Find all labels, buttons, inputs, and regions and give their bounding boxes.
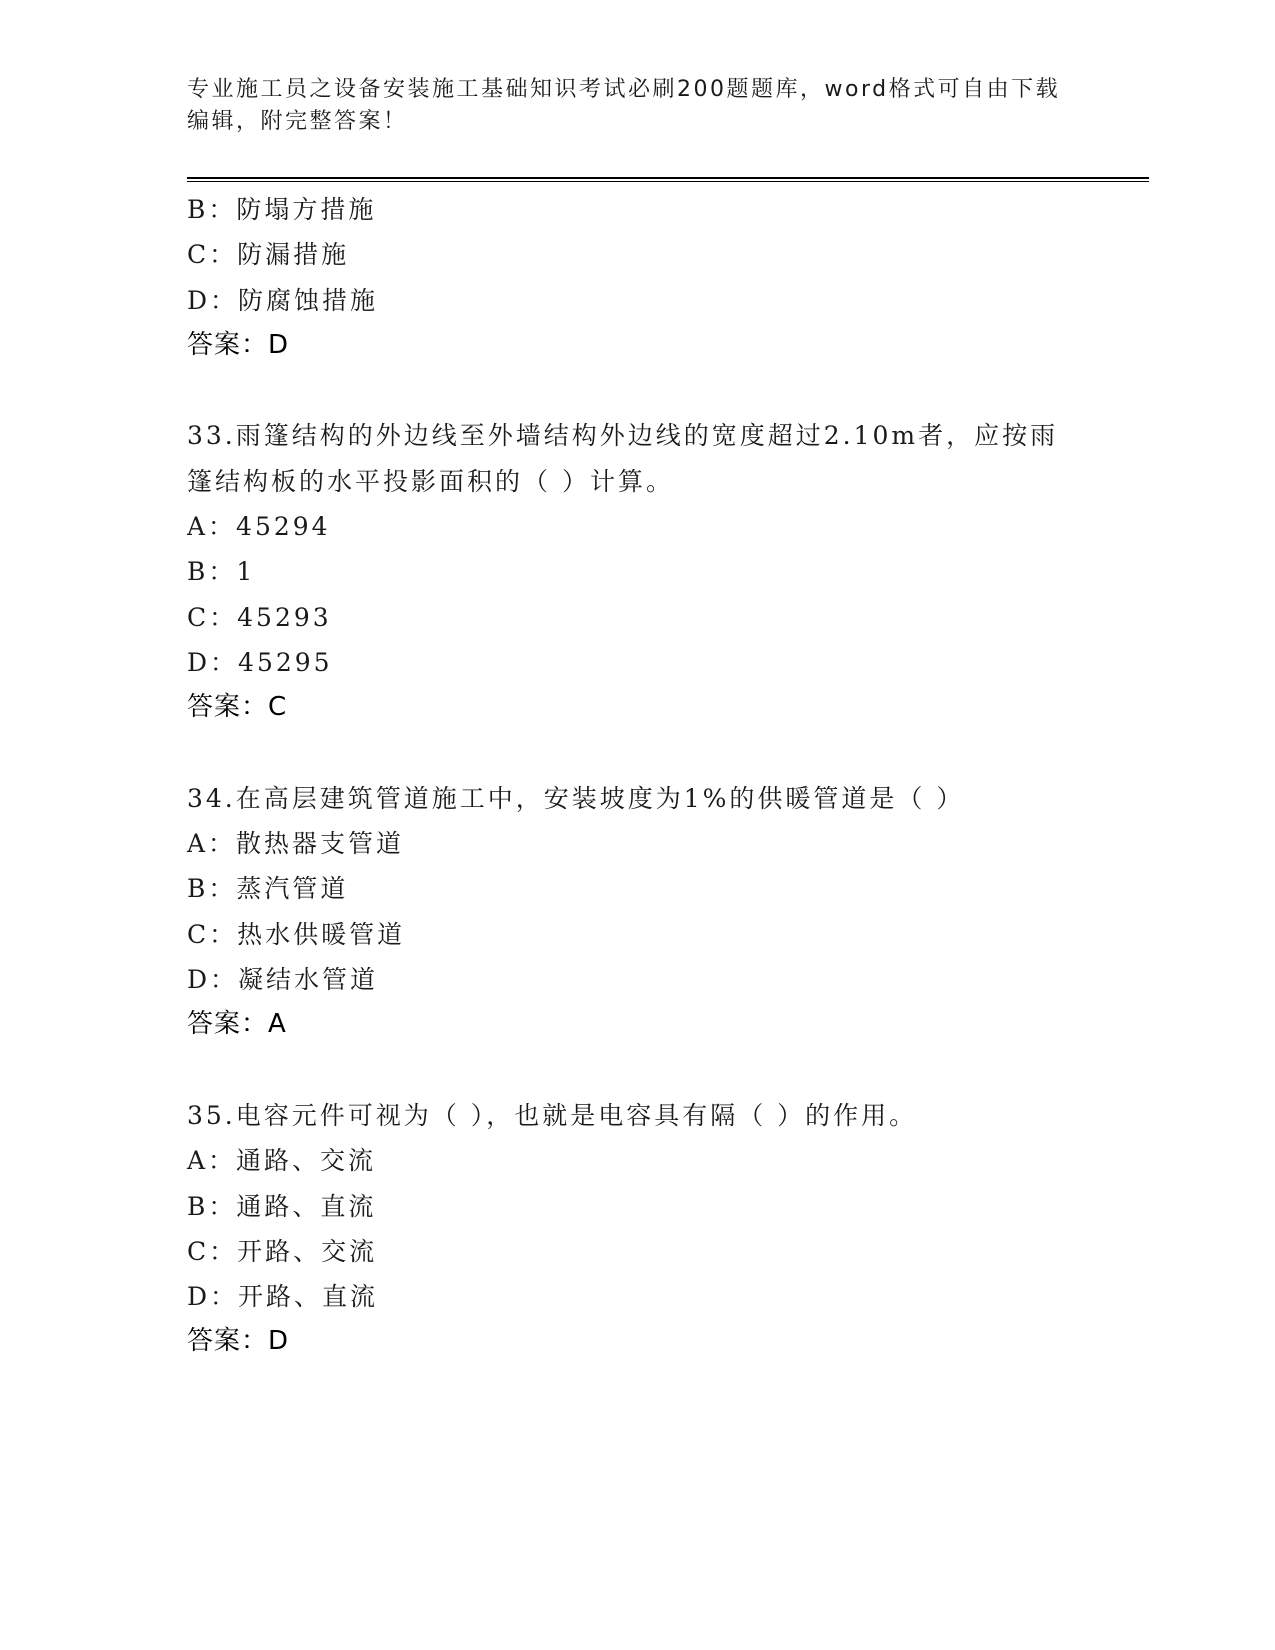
option-d: D：开路、直流	[187, 1282, 379, 1312]
answer-text: 答案：D	[187, 1326, 290, 1357]
answer-text: 答案：A	[187, 1009, 287, 1040]
header-title-line-1: 专业施工员之设备安装施工基础知识考试必刷200题题库，word格式可自由下载	[187, 77, 1061, 102]
option-c: C：开路、交流	[187, 1236, 378, 1266]
option-b: B：通路、直流	[187, 1191, 377, 1221]
question-block-33	[187, 413, 1147, 730]
question-text-line-1: 33.雨篷结构的外边线至外墙结构外边线的宽度超过2.10m者，应按雨	[187, 421, 1059, 451]
question-block-35	[187, 1093, 1147, 1365]
option-a: A：通路、交流	[187, 1146, 377, 1176]
question-text-line-2: 篷结构板的水平投影面积的（ ）计算。	[187, 466, 674, 496]
option-a: A：45294	[187, 512, 331, 542]
option-d: D：凝结水管道	[187, 965, 379, 995]
question-list	[187, 187, 1147, 1410]
question-text: 34.在高层建筑管道施工中，安装坡度为1%的供暖管道是（ ）	[187, 783, 965, 813]
option-d: D：防腐蚀措施	[187, 285, 379, 315]
answer-text: 答案：D	[187, 329, 290, 360]
answer-text: 答案：C	[187, 692, 288, 723]
option-b: B：防塌方措施	[187, 195, 377, 224]
header-title-line-2: 编辑，附完整答案！	[187, 109, 408, 134]
header-divider	[187, 177, 1149, 182]
option-c: C：45293	[187, 602, 332, 632]
question-block-32	[187, 187, 1147, 368]
option-a: A：散热器支管道	[187, 829, 405, 859]
option-b: B：蒸汽管道	[187, 874, 349, 904]
option-c: C：热水供暖管道	[187, 919, 406, 949]
option-c: C：防漏措施	[187, 240, 350, 270]
option-b: B：1	[187, 557, 256, 587]
question-block-34	[187, 776, 1147, 1048]
question-text: 35.电容元件可视为（ ），也就是电容具有隔（ ）的作用。	[187, 1100, 918, 1130]
page-header	[187, 74, 1147, 138]
option-d: D：45295	[187, 647, 333, 677]
